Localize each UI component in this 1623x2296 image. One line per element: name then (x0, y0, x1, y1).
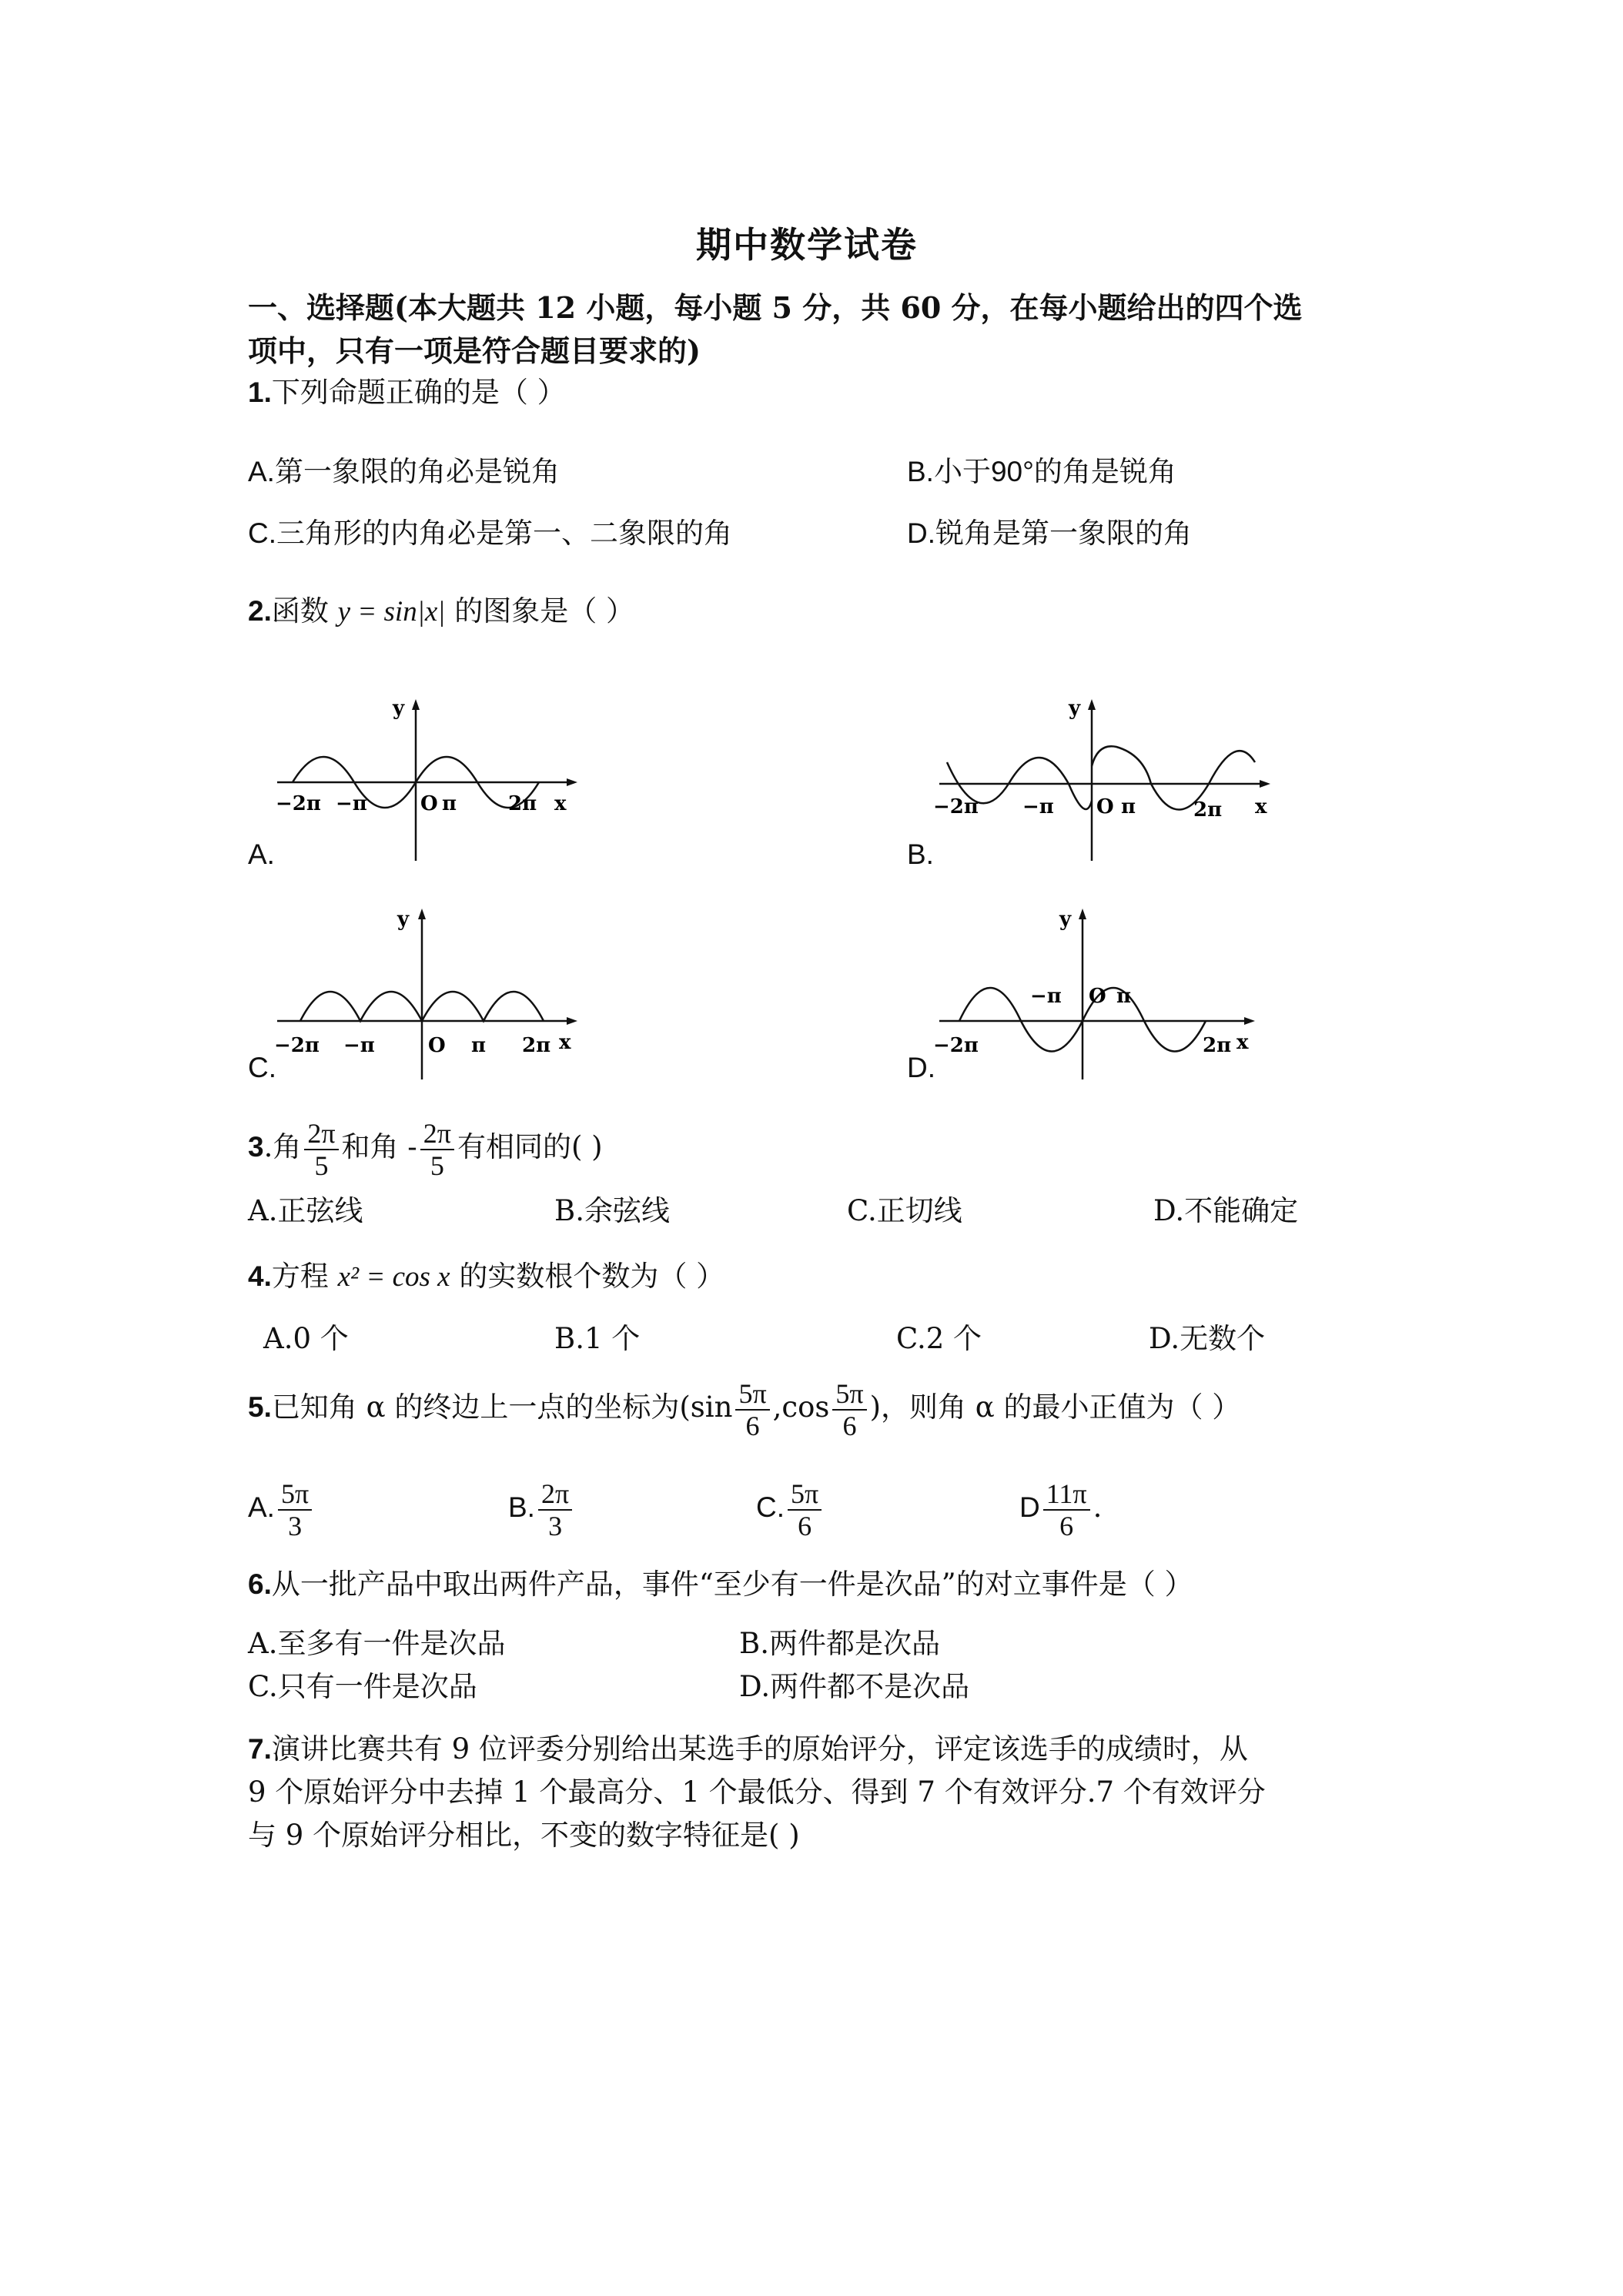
section-header-line1: 一、选择题(本大题共 12 小题，每小题 5 分，共 60 分，在每小题给出的四个选 (248, 290, 1303, 325)
q5-option-c (756, 1469, 825, 1546)
denominator: 3 (548, 1510, 563, 1541)
option-suffix: . (1093, 1491, 1103, 1524)
q1-option-a (248, 453, 560, 491)
graph-a (269, 693, 585, 870)
q4-option-d: D.无数个 (1149, 1322, 1266, 1355)
q4-option-a: A.0 个 (263, 1322, 349, 1355)
denominator: 5 (430, 1150, 444, 1181)
page-title: 期中数学试卷 (696, 224, 918, 266)
x-axis-label: x (554, 792, 567, 815)
option-letter: A. (248, 1491, 275, 1523)
fraction (832, 1378, 866, 1441)
q6-option-b: B.两件都是次品 (739, 1627, 940, 1660)
tick-label-neg-pi: −π (343, 1034, 375, 1057)
numerator: 2π (304, 1118, 338, 1150)
q4-option-b: B.1 个 (554, 1322, 641, 1355)
tick-label-pi: π (1121, 795, 1136, 818)
section-header-line2: 项中，只有一项是符合题目要求的) (248, 333, 701, 368)
formula: x² = cos x (337, 1261, 450, 1293)
origin-label: O (428, 1034, 446, 1057)
option-letter: B. (907, 838, 934, 870)
question-stem: 和角 - (341, 1130, 417, 1163)
question-number: 4. (248, 1260, 272, 1292)
option-letter: A. (248, 838, 275, 870)
option-letter: B. (508, 1491, 535, 1523)
question-stem: 已知角 α 的终边上一点的坐标为(sin (271, 1391, 733, 1424)
numerator: 5π (735, 1378, 769, 1411)
question-stem: 演讲比赛共有 9 位评委分别给出某选手的原始评分，评定该选手的成绩时，从 (271, 1732, 1248, 1766)
question-stem: .角 (263, 1130, 302, 1163)
numerator: 2π (538, 1478, 572, 1511)
denominator: 3 (288, 1510, 303, 1541)
x-axis-label: x (559, 1031, 571, 1054)
q2-option-c (248, 1049, 276, 1087)
tick-label-neg-2pi: −2π (933, 795, 979, 818)
question-number: 6. (248, 1568, 272, 1600)
question-7 (248, 1729, 1248, 1769)
origin-label: O (420, 792, 438, 815)
question-6 (248, 1565, 1193, 1605)
tick-label-neg-2pi: −2π (933, 1034, 979, 1057)
option-letter: B. (907, 456, 934, 487)
q3-option-d: D.不能确定 (1153, 1194, 1299, 1227)
q5-option-d (1019, 1469, 1102, 1546)
degree-value: 90° (990, 456, 1034, 487)
question-number: 3 (248, 1131, 264, 1163)
y-axis-label: y (1069, 697, 1081, 720)
fraction (538, 1478, 572, 1541)
denominator: 6 (1059, 1510, 1074, 1541)
question-stem: 下列命题正确的是（ ） (271, 376, 566, 409)
tick-label-2pi: 2π (1193, 798, 1223, 822)
q2-option-d (907, 1049, 935, 1087)
q6-option-d: D.两件都不是次品 (739, 1670, 970, 1703)
question-stem: 的图象是（ ） (445, 594, 634, 628)
tick-label-neg-2pi: −2π (276, 792, 321, 815)
tick-label-2pi: 2π (508, 792, 537, 815)
option-text: 锐角是第一象限的角 (935, 517, 1192, 550)
question-7-line2: 9 个原始评分中去掉 1 个最高分、1 个最低分、得到 7 个有效评分.7 个有效评分 (248, 1776, 1266, 1809)
fraction (304, 1118, 338, 1181)
question-5 (248, 1369, 1240, 1446)
formula: y = sin|x| (337, 596, 446, 628)
fraction (1043, 1478, 1090, 1541)
tick-label-neg-pi: −π (336, 792, 367, 815)
numerator: 2π (420, 1118, 454, 1150)
question-7-line3: 与 9 个原始评分相比，不变的数字特征是( ) (248, 1819, 800, 1852)
denominator: 6 (842, 1410, 857, 1441)
denominator: 6 (798, 1510, 812, 1541)
numerator: 5π (832, 1378, 866, 1411)
q6-option-a: A.至多有一件是次品 (248, 1627, 506, 1660)
option-text: 第一象限的角必是锐角 (274, 455, 560, 488)
y-axis-label: y (1059, 908, 1072, 931)
q2-option-b (907, 835, 934, 874)
q1-option-c (248, 514, 732, 553)
question-stem: )，则角 α 的最小正值为（ ） (869, 1391, 1241, 1424)
q4-option-c: C.2 个 (896, 1322, 982, 1355)
tick-label-pi: π (442, 792, 457, 815)
question-stem: 的实数根个数为（ ） (450, 1260, 725, 1293)
option-letter: D (1019, 1491, 1040, 1523)
numerator: 5π (278, 1478, 312, 1511)
fraction (420, 1118, 454, 1181)
question-3 (248, 1109, 603, 1186)
tick-label-2pi: 2π (522, 1034, 551, 1057)
x-axis-label: x (1255, 795, 1267, 818)
numerator: 5π (788, 1478, 822, 1511)
y-axis-label: y (397, 908, 410, 931)
question-number: 2. (248, 595, 272, 627)
option-text: 小于 (933, 455, 991, 488)
question-2 (248, 591, 634, 632)
q3-option-c: C.正切线 (847, 1194, 962, 1227)
tick-label-pi: π (1116, 985, 1132, 1008)
option-text: 三角形的内角必是第一、二象限的角 (276, 517, 732, 550)
fraction (278, 1478, 312, 1541)
graph-d (932, 901, 1270, 1086)
question-stem: ,cos (772, 1391, 830, 1424)
question-number: 7. (248, 1733, 272, 1765)
question-stem: 函数 (271, 594, 338, 628)
origin-label: O (1096, 795, 1114, 818)
y-axis-label: y (393, 697, 405, 720)
question-4 (248, 1257, 724, 1297)
tick-label-2pi: 2π (1203, 1034, 1232, 1057)
option-letter: D. (907, 1052, 935, 1083)
numerator: 11π (1043, 1478, 1090, 1511)
tick-label-neg-pi: −π (1022, 795, 1054, 818)
denominator: 6 (745, 1410, 760, 1441)
question-number: 1. (248, 377, 272, 408)
q5-option-a (248, 1469, 315, 1546)
question-1 (248, 373, 566, 413)
tick-label-neg-2pi: −2π (274, 1034, 320, 1057)
option-letter: C. (248, 1052, 276, 1083)
q3-option-a: A.正弦线 (248, 1194, 363, 1227)
option-letter: C. (248, 517, 276, 549)
q3-option-b: B.余弦线 (554, 1194, 670, 1227)
question-stem: 从一批产品中取出两件产品，事件“至少有一件是次品”的对立事件是（ ） (271, 1568, 1193, 1601)
q1-option-d (907, 514, 1192, 553)
question-stem: 有相同的( ) (457, 1130, 603, 1163)
q5-option-b (508, 1469, 575, 1546)
option-text: 的角是锐角 (1033, 455, 1176, 488)
graph-b (932, 693, 1286, 870)
tick-label-pi: π (471, 1034, 487, 1057)
question-stem: 方程 (271, 1260, 338, 1293)
option-letter: D. (907, 517, 935, 549)
option-letter: A. (248, 456, 275, 487)
x-axis-label: x (1236, 1031, 1249, 1054)
question-number: 5. (248, 1391, 272, 1423)
tick-label-neg-pi: −π (1030, 985, 1062, 1008)
q6-option-c: C.只有一件是次品 (248, 1670, 477, 1703)
option-letter: C. (756, 1491, 785, 1523)
denominator: 5 (314, 1150, 329, 1181)
fraction (735, 1378, 769, 1441)
q1-option-b (907, 453, 1176, 491)
fraction (788, 1478, 822, 1541)
graph-c (269, 901, 585, 1086)
origin-label: O (1089, 985, 1106, 1008)
q2-option-a (248, 835, 275, 874)
